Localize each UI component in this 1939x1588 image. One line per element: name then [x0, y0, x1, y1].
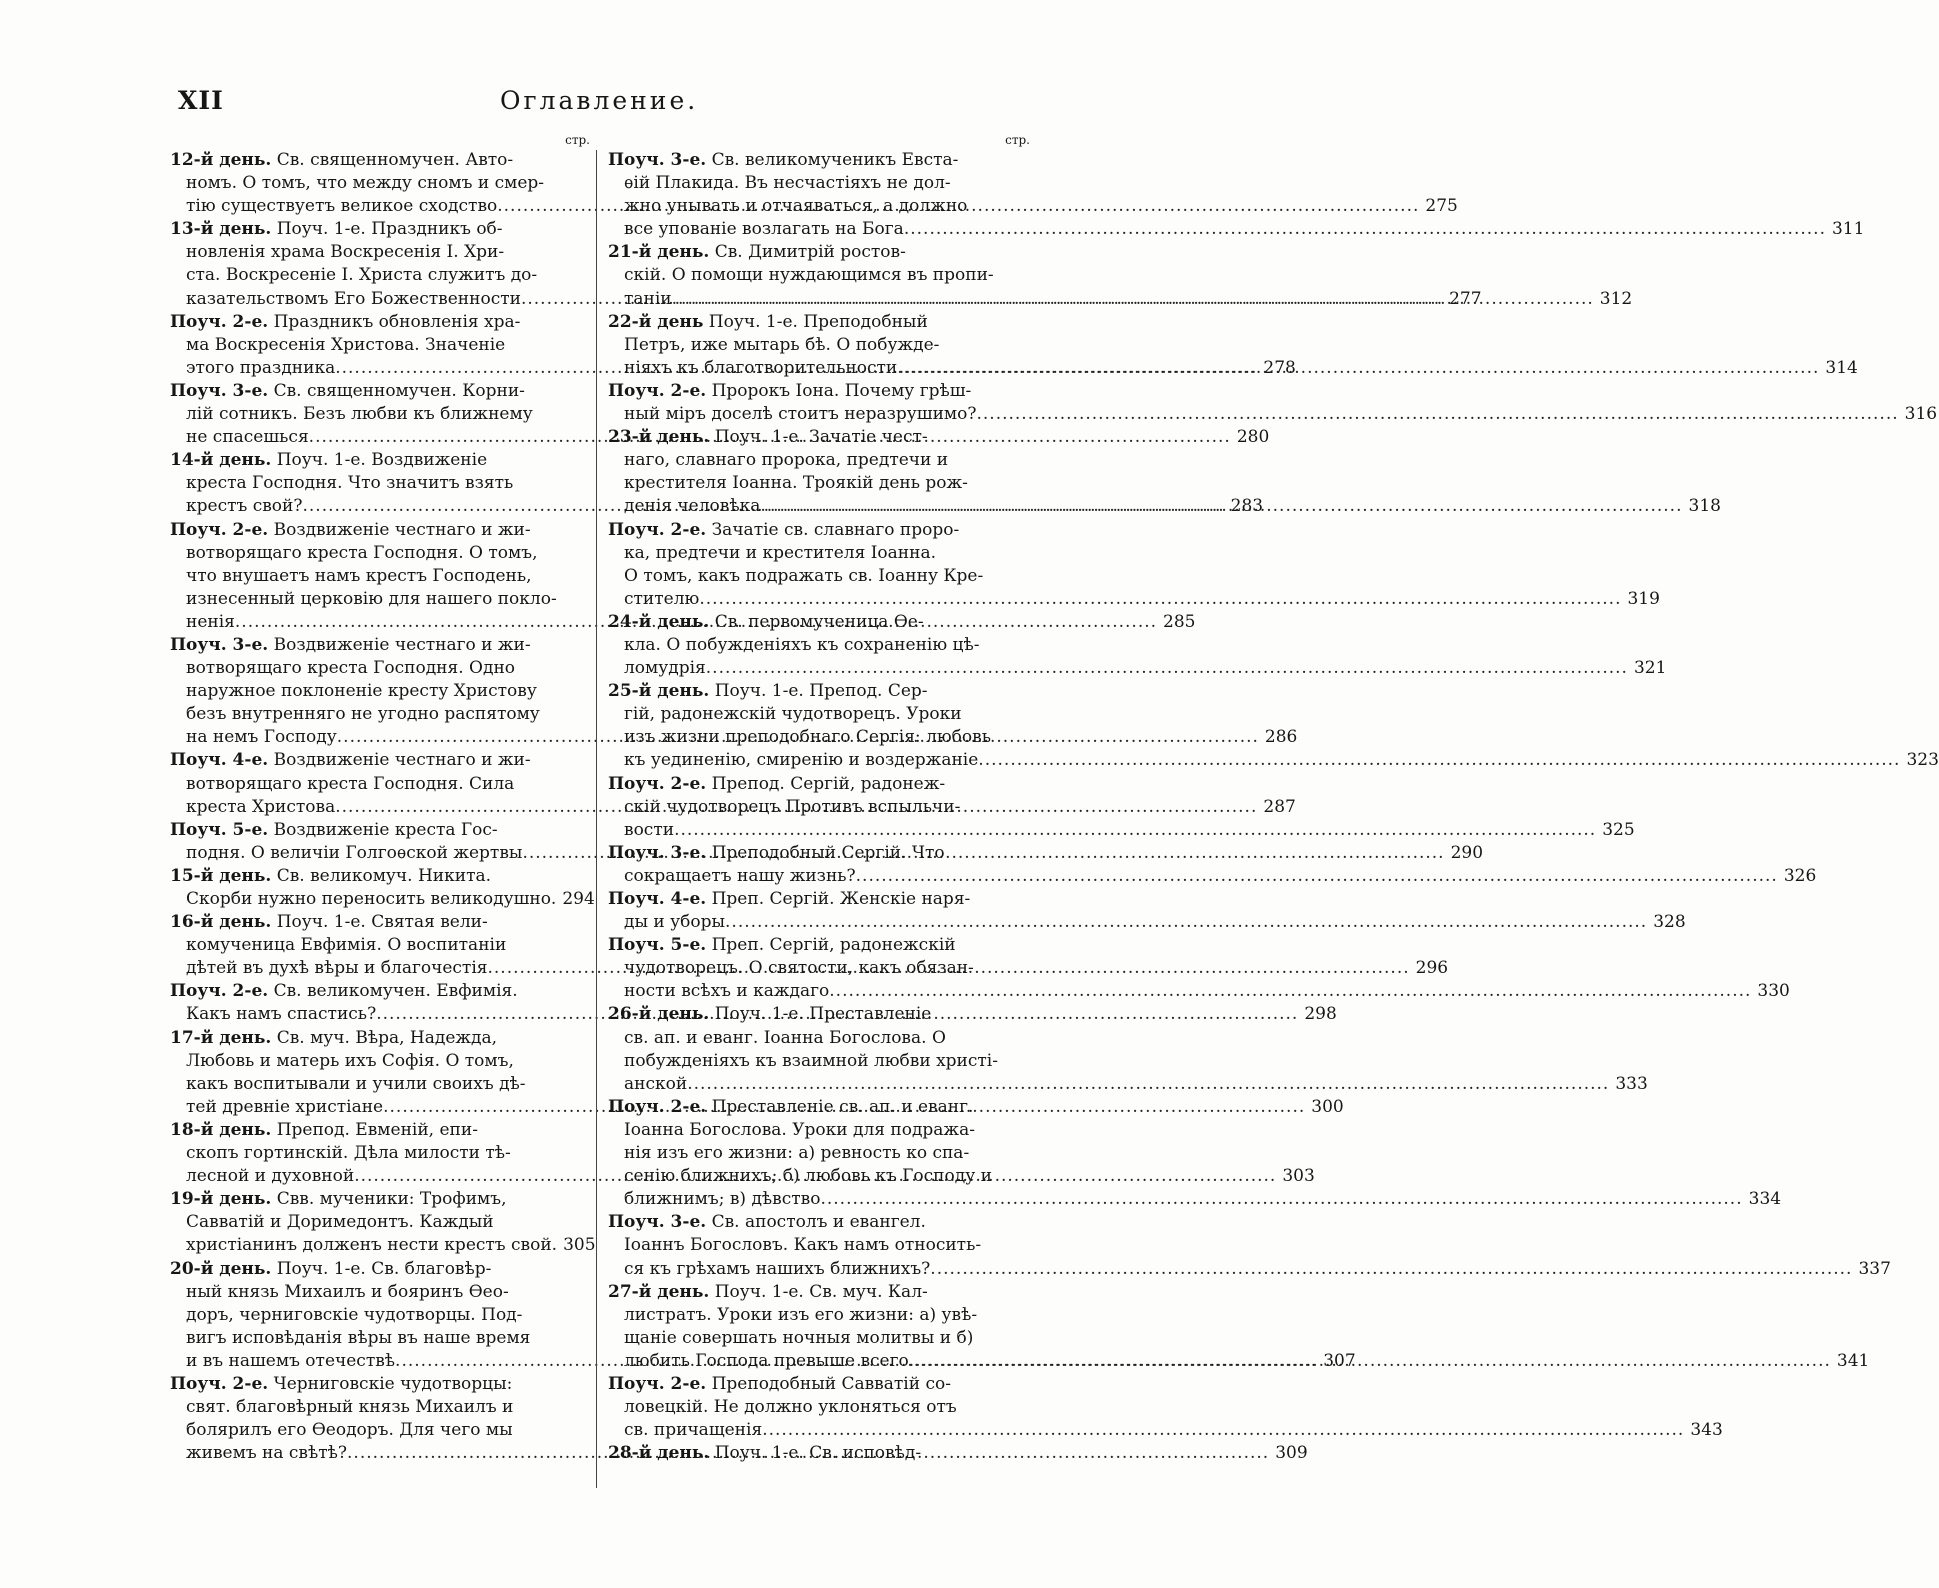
toc-entry-text: любить Господа превыше всего: [624, 1350, 909, 1371]
toc-entry-line: 16-й день. Поуч. 1-е. Святая вели-: [170, 912, 488, 933]
dot-leader: [909, 1350, 1831, 1373]
toc-entry-line: изъ жизни преподобнаго Сергія: любовь: [624, 727, 991, 748]
entry-heading: Поуч. 4-е.: [170, 750, 269, 771]
toc-entry-line: листратъ. Уроки изъ его жизни: а) увѣ-: [624, 1304, 978, 1325]
toc-entry-text: все упованіе возлагать на Бога: [624, 219, 904, 240]
entry-heading: 24-й день.: [608, 611, 710, 632]
entry-heading: 26-й день.: [608, 1004, 710, 1025]
entry-heading: 17-й день.: [170, 1027, 272, 1048]
toc-entry-line: [608, 1419, 1723, 1442]
toc-entry-line: Поуч. 3-е. Св. апостолъ и евангел.: [608, 1212, 926, 1233]
entry-heading: Поуч. 3-е.: [608, 150, 707, 170]
toc-entry[interactable]: [608, 1373, 1723, 1442]
toc-entry-text: стителю: [624, 588, 700, 609]
toc-entry-line: ѳій Плакида. Въ несчастіяхъ не дол-: [624, 173, 951, 194]
entry-heading: 13-й день.: [170, 219, 272, 240]
toc-entry-line: сенію ближнихъ; б) любовь къ Господу и: [624, 1166, 992, 1187]
toc-entry-text: ся къ грѣхамъ нашихъ ближнихъ?: [624, 1258, 931, 1279]
toc-entry-text: крестъ свой?: [186, 496, 303, 517]
toc-entry-line: что внушаетъ намъ крестъ Господень,: [186, 565, 532, 586]
toc-entry-line: [608, 980, 1790, 1003]
entry-heading: 12-й день.: [170, 150, 272, 170]
toc-entry-line: [608, 819, 1635, 842]
toc-entry-line: вотворящаго креста Господня. Сила: [186, 773, 515, 794]
toc-entry-line: [170, 1234, 596, 1257]
toc-entry-line: побужденіяхъ къ взаимной любви христі-: [624, 1050, 998, 1071]
entry-heading: 20-й день.: [170, 1258, 272, 1279]
toc-entry-line: вотворящаго креста Господня. О томъ,: [186, 542, 538, 563]
entry-heading: Поуч. 2-е.: [608, 1096, 707, 1117]
toc-page-number: 303: [1282, 1166, 1315, 1187]
entry-heading: Поуч. 3-е.: [608, 1212, 707, 1233]
dot-leader: [672, 288, 1594, 311]
toc-entry-text: св. причащенія: [624, 1420, 763, 1441]
toc-entry-text: Скорби нужно переносить великодушно.: [186, 889, 557, 909]
toc-entry-text: тію существуетъ великое сходство: [186, 196, 498, 217]
entry-heading: 23-й день.: [608, 427, 710, 448]
toc-entry-text: къ уединенію, смиренію и воздержаніе: [624, 750, 979, 771]
toc-entry-line: наружное поклоненіе кресту Христову: [186, 681, 537, 702]
toc-entry-line: Петръ, иже мытарь бѣ. О побужде-: [624, 334, 940, 355]
entry-heading: 22-й день: [608, 311, 704, 332]
toc-page-number: 286: [1264, 727, 1298, 748]
toc-page-number: 287: [1263, 796, 1296, 817]
dot-leader: [725, 911, 1647, 934]
toc-entry-line: [170, 888, 595, 911]
entry-heading: 27-й день.: [608, 1281, 710, 1302]
entry-heading: Поуч. 2-е.: [170, 519, 269, 540]
toc-entry[interactable]: [608, 1442, 1030, 1465]
toc-page-number: 307: [1323, 1350, 1356, 1371]
toc-entry-line: [608, 1258, 1891, 1281]
toc-entry-line: гій, радонежскій чудотворецъ. Уроки: [624, 704, 962, 725]
column-divider: [596, 150, 597, 1488]
entry-heading: 15-й день.: [170, 865, 272, 886]
toc-entry-line: 19-й день. Свв. мученики: Трофимъ,: [170, 1189, 507, 1210]
toc-entry-line: изнесенный церковію для нашего покло-: [186, 588, 557, 609]
toc-entry-line: [608, 1188, 1782, 1211]
toc-entry-text: анской: [624, 1073, 688, 1094]
toc-entry-line: Поуч. 2-е. Препод. Сергій, радонеж-: [608, 773, 946, 794]
toc-entry-text: казательствомъ Его Божественности: [186, 288, 521, 309]
toc-entry-line: 12-й день. Св. священномучен. Авто-: [170, 150, 514, 170]
toc-page-number: 277: [1449, 288, 1482, 309]
entry-heading: Поуч. 2-е.: [170, 981, 269, 1002]
toc-entry-line: лій сотникъ. Безъ любви къ ближнему: [186, 404, 533, 425]
entry-heading: Поуч. 5-е.: [608, 935, 707, 956]
toc-page-number: 314: [1825, 357, 1858, 378]
dot-leader: [687, 1073, 1609, 1096]
toc-entry-line: 15-й день. Св. великомуч. Никита.: [170, 865, 492, 886]
toc-entry-line: комученица Евфимія. О воспитаніи: [186, 935, 507, 956]
toc-entry-text: ломудрія: [624, 658, 706, 679]
toc-entry-line: [608, 911, 1686, 934]
toc-entry-line: безъ внутренняго не угодно распятому: [186, 704, 540, 725]
toc-page-number: 300: [1311, 1096, 1344, 1117]
toc-entry-line: 17-й день. Св. муч. Вѣра, Надежда,: [170, 1027, 498, 1048]
toc-page-number: 319: [1627, 588, 1660, 609]
dot-leader: [699, 588, 1621, 611]
toc-page-number: 326: [1783, 865, 1817, 886]
toc-entry-line: Поуч. 4-е. Преп. Сергій. Женскіе наря-: [608, 889, 971, 909]
toc-entry-line: кла. О побужденіяхъ къ сохраненію цѣ-: [624, 634, 980, 655]
toc-entry-line: чудотворецъ. О святости, какъ обязан-: [624, 958, 974, 979]
toc-entry-text: ближнимъ; в) дѣвство: [624, 1189, 821, 1210]
toc-page-number: 325: [1602, 819, 1635, 840]
toc-page-number: 330: [1757, 981, 1790, 1002]
toc-entry-text: Какъ намъ спастись?: [186, 1004, 377, 1025]
toc-entry-line: [608, 1073, 1648, 1096]
toc-entry-line: скій чудотворецъ Противъ вспыльчи-: [624, 796, 961, 817]
toc-entry-line: Поуч. 5-е. Воздвиженіе креста Гос-: [170, 819, 498, 840]
entry-heading: Поуч. 3-е.: [170, 634, 269, 655]
entry-heading: 21-й день.: [608, 242, 710, 263]
entry-heading: 28-й день.: [608, 1443, 710, 1464]
toc-page-number: 316: [1904, 404, 1938, 425]
toc-page-number: 278: [1263, 357, 1296, 378]
toc-entry-line: [608, 865, 1817, 888]
toc-entry-text: не спасешься: [186, 427, 309, 448]
toc-entry-text: ности всѣхъ и каждаго: [624, 981, 830, 1002]
toc-page-number: 305: [563, 1235, 596, 1256]
entry-heading: Поуч. 3-е.: [170, 380, 269, 401]
toc-entry-line: свят. благовѣрный князь Михаилъ и: [186, 1397, 514, 1418]
toc-page-number: 283: [1230, 496, 1264, 517]
toc-entry-line: 13-й день. Поуч. 1-е. Праздникъ об-: [170, 219, 503, 240]
toc-entry-line: [608, 749, 1939, 772]
entry-heading: 18-й день.: [170, 1119, 272, 1140]
entry-heading: 16-й день.: [170, 912, 272, 933]
toc-entry-line: [608, 218, 1865, 241]
toc-entry-line: Поуч. 3-е. Св. великомученикъ Евста-: [608, 150, 959, 170]
toc-entry-line: ка, предтечи и крестителя Іоанна.: [624, 542, 936, 563]
toc-entry-text: этого праздника: [186, 357, 336, 378]
dot-leader: [904, 218, 1826, 241]
toc-entry-text: христіанинъ долженъ нести крестъ свой.: [186, 1235, 558, 1256]
toc-entry-text: ненія: [186, 611, 235, 632]
entry-heading: Поуч. 2-е.: [608, 380, 707, 401]
toc-page-number: 323: [1906, 750, 1939, 771]
toc-page-number: 285: [1163, 611, 1196, 632]
toc-page-number: 309: [1275, 1443, 1308, 1464]
toc-entry-text: вости: [624, 819, 675, 840]
toc-entry-line: щаніе совершать ночныя молитвы и б): [624, 1327, 974, 1348]
toc-entry-text: дѣтей въ духѣ вѣры и благочестія: [186, 958, 488, 979]
toc-page-number: 312: [1599, 288, 1633, 309]
toc-page-number: 311: [1831, 219, 1865, 240]
toc-entry-line: 18-й день. Препод. Евменій, епи-: [170, 1119, 478, 1140]
toc-entry-line: Поуч. 2-е. Преподобный Савватій со-: [608, 1373, 951, 1394]
dot-leader: [930, 1258, 1852, 1281]
toc-entry-line: 27-й день. Поуч. 1-е. Св. муч. Кал-: [608, 1281, 928, 1302]
toc-entry-line: наго, славнаго пророка, предтечи и: [624, 450, 949, 471]
toc-entry-line: Поуч. 4-е. Воздвиженіе честнаго и жи-: [170, 750, 531, 771]
toc-entry-line: Іоанна Богослова. Уроки для подража-: [624, 1119, 975, 1140]
toc-entry-line: доръ, черниговскіе чудотворцы. Под-: [186, 1304, 523, 1325]
toc-entry-text: живемъ на свѣтѣ?: [186, 1443, 348, 1464]
toc-entry-text: лесной и духовной: [186, 1166, 355, 1187]
toc-page-number: 341: [1836, 1350, 1870, 1371]
toc-entry[interactable]: [170, 1188, 596, 1257]
toc-entry-line: Поуч. 2-е. Св. великомучен. Евфимія.: [170, 981, 518, 1002]
toc-entry-text: подня. О величіи Голгоѳской жертвы: [186, 842, 523, 863]
toc-entry-line: 21-й день. Св. Димитрій ростов-: [608, 242, 906, 263]
dot-leader: [820, 1188, 1742, 1211]
toc-entry-line: ловецкій. Не должно уклоняться отъ: [624, 1397, 957, 1418]
toc-entry[interactable]: [170, 865, 595, 911]
toc-entry[interactable]: [608, 380, 1938, 426]
entry-heading: 14-й день.: [170, 450, 272, 471]
toc-entry-text: креста Христова: [186, 796, 336, 817]
entry-heading: Поуч. 5-е.: [170, 819, 269, 840]
toc-page-number: 337: [1858, 1258, 1891, 1279]
toc-entry-line: Любовь и матерь ихъ Софія. О томъ,: [186, 1050, 514, 1071]
toc-page-number: 318: [1688, 496, 1721, 517]
toc-entry-line: Поуч. 2-е. Праздникъ обновленія хра-: [170, 311, 521, 332]
toc-entry-line: Савватій и Доримедонтъ. Каждый: [186, 1212, 494, 1233]
toc-entry-line: нія изъ его жизни: а) ревность ко спа-: [624, 1143, 970, 1164]
toc-page-number: 328: [1653, 912, 1686, 933]
page-title: Оглавление.: [500, 86, 699, 115]
toc-entry-text: тей древніе христіане: [186, 1096, 384, 1117]
toc-page-number: 334: [1748, 1189, 1782, 1210]
toc-entry-line: креста Господня. Что значитъ взять: [186, 473, 514, 494]
entry-heading: 25-й день.: [608, 681, 710, 702]
entry-heading: Поуч. 2-е.: [608, 519, 707, 540]
toc-entry-line: 25-й день. Поуч. 1-е. Препод. Сер-: [608, 681, 928, 702]
entry-heading: Поуч. 2-е.: [608, 1373, 707, 1394]
dot-leader: [674, 819, 1596, 842]
toc-page-number: 333: [1615, 1073, 1648, 1094]
toc-entry-line: Поуч. 5-е. Преп. Сергій, радонежскій: [608, 935, 956, 956]
toc-entry-line: скопъ гортинскій. Дѣла милости тѣ-: [186, 1143, 511, 1164]
toc-entry-line: О томъ, какъ подражать св. Іоанну Кре-: [624, 565, 984, 586]
toc-entry-line: Поуч. 3-е. Св. священномучен. Корни-: [170, 380, 525, 401]
toc-entry-line: 20-й день. Поуч. 1-е. Св. благовѣр-: [170, 1258, 492, 1279]
toc-entry-line: Іоаннъ Богословъ. Какъ намъ относить-: [624, 1235, 982, 1256]
page-column-label: стр.: [565, 133, 590, 147]
dot-leader: [829, 980, 1751, 1003]
toc-entry-line: ста. Воскресеніе І. Христа служитъ до-: [186, 265, 538, 286]
entry-heading: Поуч. 2-е.: [170, 311, 269, 332]
toc-page-number: 294: [562, 889, 595, 909]
toc-entry-line: вотворящаго креста Господня. Одно: [186, 658, 516, 679]
toc-entry-text: денія человѣка: [624, 496, 761, 517]
toc-entry-line: Поуч. 2-е. Преставленіе св. ап. и еванг.: [608, 1096, 974, 1117]
toc-entry-line: Поуч. 2-е. Пророкъ Іона. Почему грѣш-: [608, 380, 972, 401]
toc-entry-line: 22-й день Поуч. 1-е. Преподобный: [608, 311, 928, 332]
toc-page-number: 298: [1304, 1004, 1337, 1025]
toc-entry-line: Поуч. 3-е. Воздвиженіе честнаго и жи-: [170, 634, 531, 655]
toc-entry-line: Поуч. 2-е. Воздвиженіе честнаго и жи-: [170, 519, 531, 540]
dot-leader: [897, 357, 1819, 380]
toc-entry-line: ма Воскресенія Христова. Значеніе: [186, 334, 506, 355]
entry-heading: Поуч. 2-е.: [608, 773, 707, 794]
dot-leader: [976, 403, 1898, 426]
toc-entry-line: 28-й день. Поуч. 1-е. Св. исповѣд-: [608, 1443, 922, 1464]
toc-entry-text: таніи: [624, 288, 672, 309]
toc-entry-line: ный князь Михаилъ и бояринъ Ѳео-: [186, 1281, 509, 1302]
toc-entry-line: [608, 588, 1660, 611]
toc-page-number: 343: [1690, 1420, 1723, 1441]
page-column-label: стр.: [1005, 133, 1030, 147]
toc-entry-line: крестителя Іоанна. Троякій день рож-: [624, 473, 968, 494]
toc-entry-line: Поуч. 2-е. Зачатіе св. славнаго проро-: [608, 519, 960, 540]
toc-entry-text: ды и уборы: [624, 912, 726, 933]
toc-entry-line: 26-й день. Поуч. 1-е. Преставленіе: [608, 1004, 932, 1025]
toc-entry-text: и въ нашемъ отечествѣ: [186, 1350, 396, 1371]
toc-entry-line: новленія храма Воскресенія І. Хри-: [186, 242, 505, 263]
toc-entry-line: 14-й день. Поуч. 1-е. Воздвиженіе: [170, 450, 488, 471]
entry-heading: Поуч. 4-е.: [608, 889, 707, 909]
toc-entry-text: на немъ Господу: [186, 727, 337, 748]
toc-entry-line: скій. О помощи нуждающимся въ пропи-: [624, 265, 994, 286]
toc-entry-line: вигъ исповѣданія вѣры въ наше время: [186, 1327, 531, 1348]
toc-entry-line: св. ап. и еванг. Іоанна Богослова. О: [624, 1027, 946, 1048]
toc-entry[interactable]: [608, 519, 1660, 611]
entry-heading: Поуч. 2-е.: [170, 1373, 269, 1394]
toc-entry-line: Поуч. 2-е. Черниговскіе чудотворцы:: [170, 1373, 513, 1394]
toc-entry-line: номъ. О томъ, что между сномъ и смер-: [186, 173, 545, 194]
toc-entry-line: 23-й день. Поуч. 1-е. Зачатіе чест-: [608, 427, 928, 448]
dot-leader: [762, 1419, 1684, 1442]
dot-leader: [856, 865, 1778, 888]
toc-entry-line: [608, 403, 1938, 426]
toc-entry-text: ніяхъ къ благотворительности: [624, 357, 898, 378]
toc-entry-line: 24-й день. Св. первомученица Ѳе-: [608, 611, 924, 632]
toc-entry-text: сокращаетъ нашу жизнь?: [624, 865, 856, 886]
dot-leader: [760, 495, 1682, 518]
dot-leader: [978, 749, 1900, 772]
dot-leader: [706, 657, 1628, 680]
toc-page-number: 290: [1450, 842, 1484, 863]
toc-entry-line: болярилъ его Ѳеодоръ. Для чего мы: [186, 1420, 513, 1441]
toc-entry-text: ный міръ доселѣ стоитъ неразрушимо?: [624, 404, 977, 425]
toc-page-number: 321: [1633, 658, 1667, 679]
toc-entry[interactable]: [608, 1211, 1891, 1280]
page-number: XII: [178, 86, 224, 115]
toc-page-number: 280: [1236, 427, 1270, 448]
toc-entry[interactable]: [608, 888, 1686, 934]
entry-heading: 19-й день.: [170, 1189, 272, 1210]
toc-page-number: 296: [1415, 958, 1449, 979]
toc-entry-line: Поуч. 3-е. Преподобный Сергій. Что: [608, 842, 945, 863]
toc-entry-line: [608, 657, 1667, 680]
entry-heading: Поуч. 3-е.: [608, 842, 707, 863]
toc-page-number: 275: [1425, 196, 1458, 217]
toc-entry-line: жно унывать и отчаяваться, а должно: [624, 196, 968, 217]
toc-entry-line: какъ воспитывали и учили своихъ дѣ-: [186, 1073, 526, 1094]
